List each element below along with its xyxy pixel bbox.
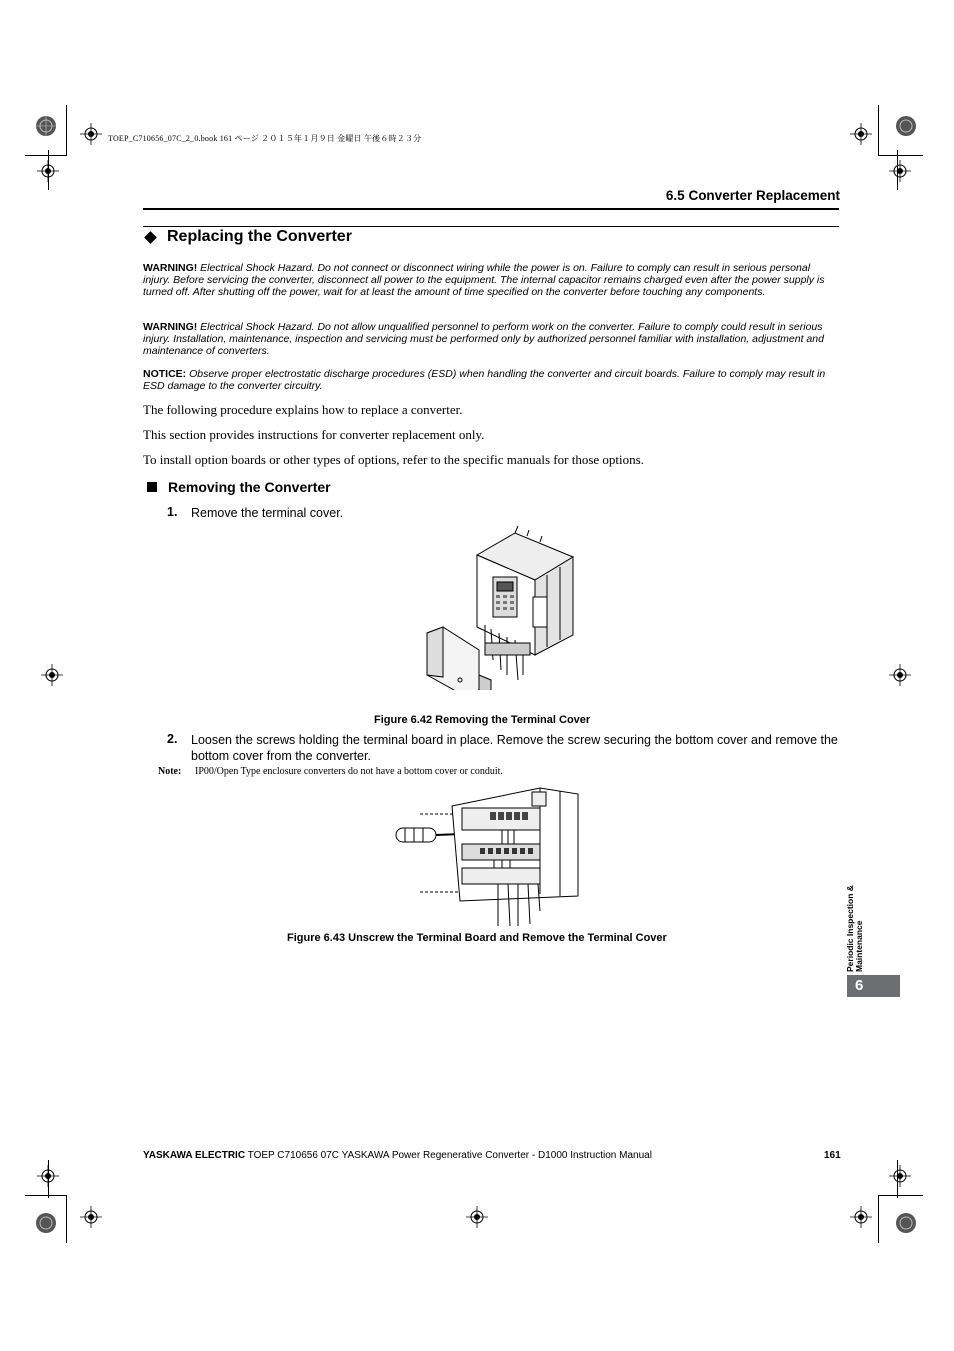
registration-mark-icon xyxy=(850,123,872,145)
crop-mark xyxy=(66,1195,67,1243)
section-heading xyxy=(143,228,352,246)
registration-mark-icon xyxy=(466,1206,488,1228)
terminal-board-illustration xyxy=(390,786,590,926)
color-target-icon xyxy=(35,115,57,137)
registration-mark-icon xyxy=(37,1165,59,1187)
body-paragraph: The following procedure explains how to replace a converter. xyxy=(143,402,463,417)
warning-text: Electrical Shock Hazard. Do not connect or disconnect wiring while the power is on. Failure to comply can result in serious personal injury. Before servicing the converter, disconnect all power to the equipment. The internal capacitor remains charged even after the power supply is turned off. After shutting off the power, wait for at least the amount of time specified on the converter before touching any components. xyxy=(143,262,825,298)
notice-block xyxy=(143,368,840,392)
step-number: 2. xyxy=(167,732,178,746)
note-text: IP00/Open Type enclosure converters do not have a bottom cover or conduit. xyxy=(195,766,503,777)
crop-mark xyxy=(878,1195,879,1243)
color-target-icon xyxy=(895,1212,917,1234)
chapter-tab-label xyxy=(846,885,864,972)
crop-mark xyxy=(25,155,67,156)
subsection-heading-text: Removing the Converter xyxy=(168,479,331,495)
converter-illustration xyxy=(415,525,580,690)
figure-caption: Figure 6.42 Removing the Terminal Cover xyxy=(374,714,591,726)
warning-label: WARNING! xyxy=(143,262,198,274)
footer-brand: YASKAWA ELECTRIC xyxy=(143,1150,246,1161)
registration-mark-icon xyxy=(80,1206,102,1228)
page-number: 161 xyxy=(824,1150,841,1161)
registration-mark-icon xyxy=(37,160,59,182)
chapter-number-tab: 6 xyxy=(847,975,900,997)
header-rule xyxy=(143,208,839,210)
registration-mark-icon xyxy=(889,1165,911,1187)
warning-block xyxy=(143,262,840,298)
section-rule xyxy=(143,226,839,227)
registration-mark-icon xyxy=(850,1206,872,1228)
registration-mark-icon xyxy=(889,160,911,182)
section-heading-text: Replacing the Converter xyxy=(167,228,352,245)
crop-mark xyxy=(878,1195,923,1196)
step-number: 1. xyxy=(167,505,178,519)
body-paragraph: To install option boards or other types of options, refer to the specific manuals for those options. xyxy=(143,452,644,467)
file-info-line: TOEP_C710656_07C_2_0.book 161 ページ ２０１５年１月９日 金曜日 午後６時２３分 xyxy=(108,134,422,143)
chapter-tab-label-line: Periodic Inspection & xyxy=(845,885,855,972)
subsection-heading xyxy=(147,479,331,495)
square-bullet-icon xyxy=(147,482,157,492)
diamond-bullet-icon xyxy=(144,231,157,244)
section-header: 6.5 Converter Replacement xyxy=(665,188,840,203)
body-paragraph: This section provides instructions for converter replacement only. xyxy=(143,427,485,442)
step-text: Loosen the screws holding the terminal board in place. Remove the screw securing the bottom cover and remove the bottom cover from the converter. xyxy=(191,733,838,763)
warning-text: Electrical Shock Hazard. Do not allow unqualified personnel to perform work on the converter. Failure to comply could result in serious injury. Installation, maintenance, inspection and servicing must be performed only by authorized personnel familiar with installation, adjustment and maintenance of converters. xyxy=(143,321,824,357)
notice-label: NOTICE: xyxy=(143,368,187,380)
warning-label: WARNING! xyxy=(143,321,198,333)
color-target-icon xyxy=(895,115,917,137)
warning-block xyxy=(143,321,840,357)
footer-text: TOEP C710656 07C YASKAWA Power Regenerative Converter - D1000 Instruction Manual xyxy=(245,1150,652,1161)
crop-mark xyxy=(25,1195,67,1196)
footer xyxy=(143,1150,652,1161)
registration-mark-icon xyxy=(80,123,102,145)
note-label: Note: xyxy=(158,766,182,777)
chapter-tab-label-line: Maintenance xyxy=(854,920,864,972)
crop-mark xyxy=(878,105,879,155)
figure-caption: Figure 6.43 Unscrew the Terminal Board and Remove the Terminal Cover xyxy=(287,932,667,944)
color-target-icon xyxy=(35,1212,57,1234)
registration-mark-icon xyxy=(889,664,911,686)
step-text: Remove the terminal cover. xyxy=(191,506,344,520)
crop-mark xyxy=(66,105,67,155)
registration-mark-icon xyxy=(41,664,63,686)
notice-text: Observe proper electrostatic discharge procedures (ESD) when handling the converter and circuit boards. Failure to comply may result in ESD damage to the converter circuitry. xyxy=(143,368,826,392)
crop-mark xyxy=(878,155,923,156)
